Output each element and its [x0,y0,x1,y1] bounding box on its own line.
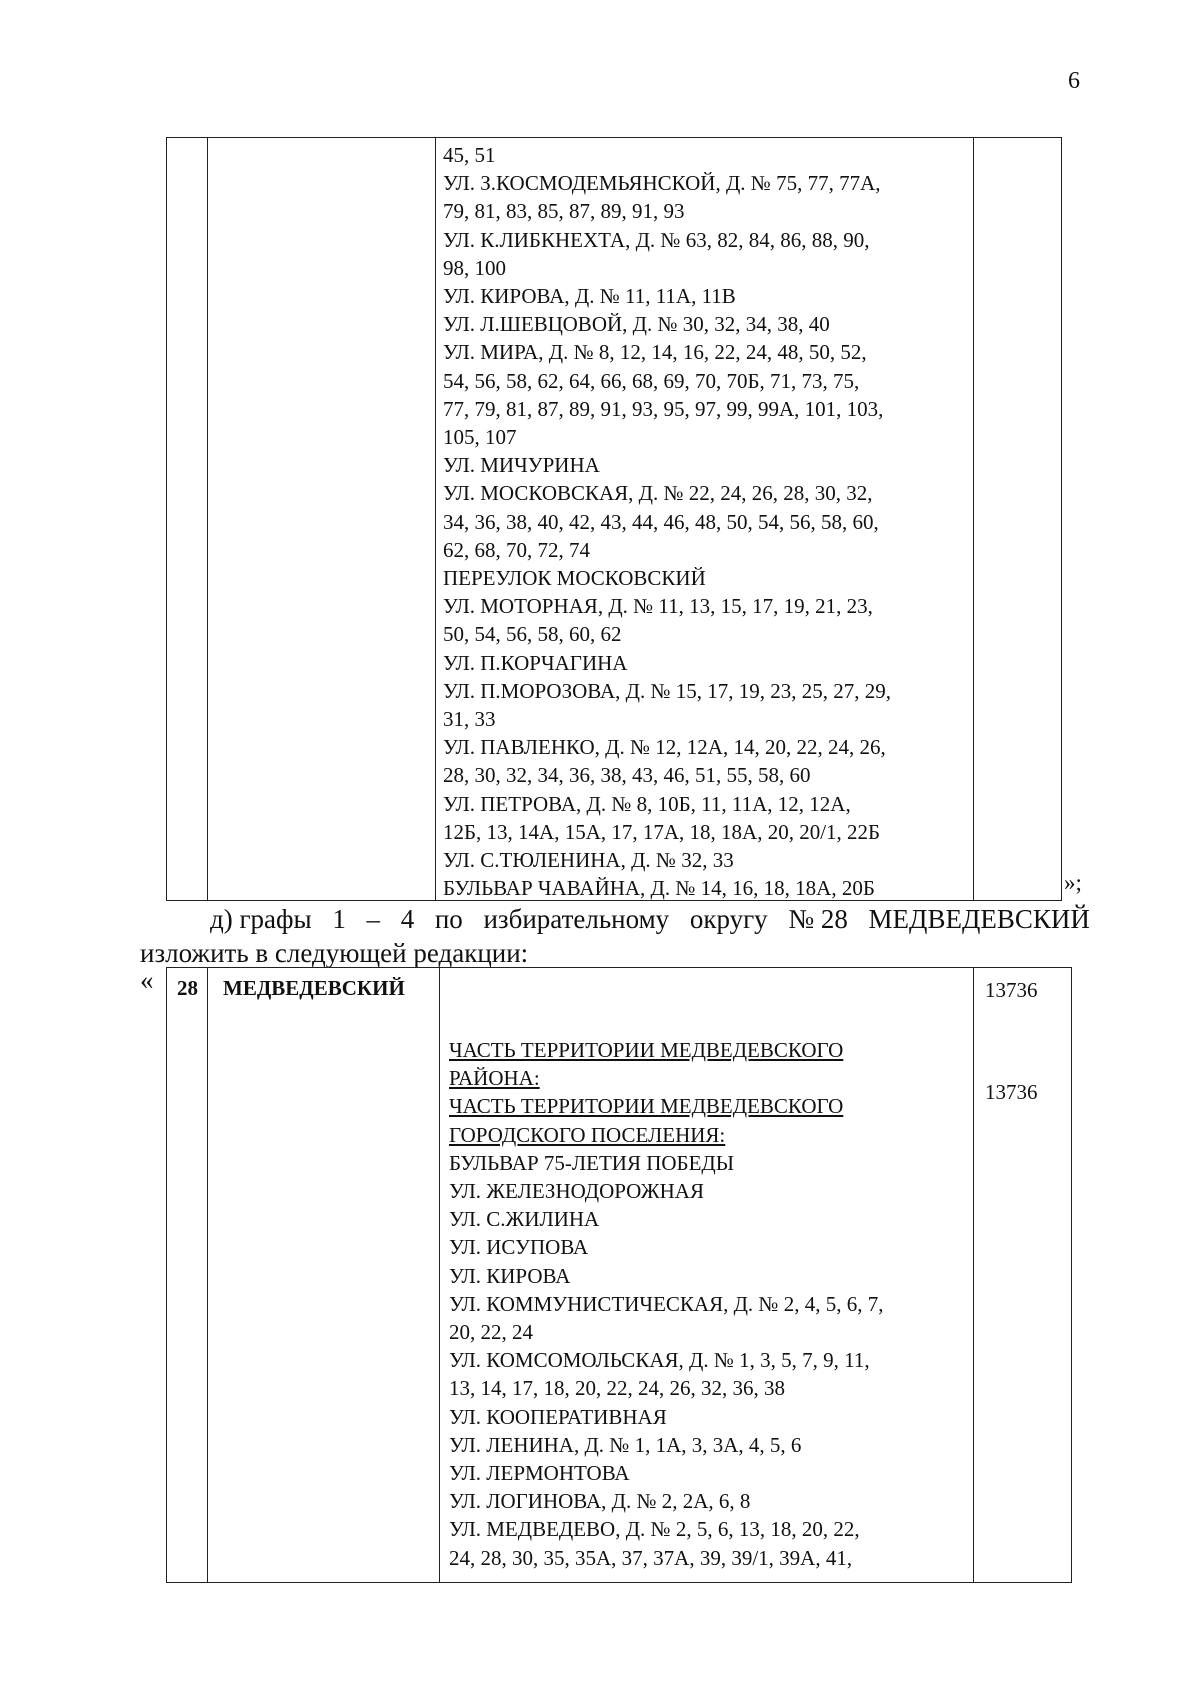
voters-total: 13736 [985,978,1038,1002]
paragraph-word: по [434,904,463,934]
column-divider [973,968,974,1582]
street-line: УЛ. С.ЖИЛИНА [449,1207,600,1232]
street-line: УЛ. МИЧУРИНА [443,453,600,478]
street-line: 105, 107 [443,425,517,450]
street-line: 28, 30, 32, 34, 36, 38, 43, 46, 51, 55, 58, 60 [443,763,811,788]
street-line: БУЛЬВАР 75-ЛЕТИЯ ПОБЕДЫ [449,1150,735,1175]
street-line: УЛ. ПАВЛЕНКО, Д. № 12, 12А, 14, 20, 22, 24, 26, [443,735,886,760]
street-line: УЛ. П.КОРЧАГИНА [443,650,628,675]
street-line: УЛ. ИСУПОВА [449,1235,589,1260]
territory-heading-line: РАЙОНА: [449,1066,540,1091]
district-name: МЕДВЕДЕВСКИЙ [223,976,405,1000]
street-line: 31, 33 [443,707,496,732]
street-line: УЛ. ЛЕНИНА, Д. № 1, 1А, 3, 3А, 4, 5, 6 [449,1432,802,1457]
opening-quote: « [140,965,154,995]
street-line: 50, 54, 56, 58, 60, 62 [443,622,622,647]
paragraph-word: – [366,904,381,934]
street-list [443,141,983,902]
closing-quote: »; [1064,870,1082,895]
street-line: УЛ. КИРОВА [449,1263,571,1288]
paragraph-word: МЕДВЕДЕВСКИЙ [868,904,1090,934]
district-table-continuation [166,137,1062,901]
paragraph-word: избирательному [483,904,670,934]
street-line: УЛ. МИРА, Д. № 8, 12, 14, 16, 22, 24, 48, 50, 52, [443,340,867,365]
street-line: УЛ. ПЕТРОВА, Д. № 8, 10Б, 11, 11А, 12, 12А, [443,791,851,816]
territory-heading-line: ЧАСТЬ ТЕРРИТОРИИ МЕДВЕДЕВСКОГО [449,1038,844,1062]
amendment-paragraph-line-1 [210,902,1090,936]
street-line: 77, 79, 81, 87, 89, 91, 93, 95, 97, 99, 99А, 101, 103, [443,396,884,421]
street-line: 79, 81, 83, 85, 87, 89, 91, 93 [443,199,685,224]
page-number: 6 [1068,68,1080,94]
street-line: УЛ. КОМСОМОЛЬСКАЯ, Д. № 1, 3, 5, 7, 9, 11, [449,1348,870,1373]
street-line: УЛ. К.ЛИБКНЕХТА, Д. № 63, 82, 84, 86, 88, 90, [443,227,870,252]
street-line: УЛ. ЛОГИНОВА, Д. № 2, 2А, 6, 8 [449,1489,751,1514]
street-line: УЛ. З.КОСМОДЕМЬЯНСКОЙ, Д. № 75, 77, 77А, [443,171,881,196]
district-number: 28 [177,976,198,1000]
territory-list [449,1036,969,1572]
paragraph-word: округу [689,904,768,934]
street-line: 20, 22, 24 [449,1320,533,1345]
column-divider [207,968,208,1582]
street-line: 13, 14, 17, 18, 20, 22, 24, 26, 32, 36, 38 [449,1376,785,1401]
street-line: УЛ. КООПЕРАТИВНАЯ [449,1404,667,1429]
street-line: 34, 36, 38, 40, 42, 43, 44, 46, 48, 50, 54, 56, 58, 60, [443,509,879,534]
street-line: 98, 100 [443,255,506,280]
district-28-table [166,967,1072,1583]
street-line: УЛ. КИРОВА, Д. № 11, 11А, 11В [443,284,736,309]
column-divider [439,968,440,1582]
territory-heading-line: ЧАСТЬ ТЕРРИТОРИИ МЕДВЕДЕВСКОГО [449,1094,844,1119]
column-divider [435,138,436,900]
street-line: УЛ. С.ТЮЛЕНИНА, Д. № 32, 33 [443,848,734,873]
paragraph-word: 1 [332,904,346,934]
street-line: УЛ. МОСКОВСКАЯ, Д. № 22, 24, 26, 28, 30, 32, [443,481,873,506]
street-line: УЛ. МОТОРНАЯ, Д. № 11, 13, 15, 17, 19, 21, 23, [443,594,873,619]
paragraph-word: д) графы [210,904,312,934]
street-line: БУЛЬВАР ЧАВАЙНА, Д. № 14, 16, 18, 18А, 20Б [443,876,875,901]
column-divider [207,138,208,900]
street-line: УЛ. ЛЕРМОНТОВА [449,1461,630,1486]
amendment-paragraph-line-2: изложить в следующей редакции: [140,938,529,968]
paragraph-word: № 28 [788,904,848,934]
street-line: УЛ. Л.ШЕВЦОВОЙ, Д. № 30, 32, 34, 38, 40 [443,312,830,337]
street-line: ПЕРЕУЛОК МОСКОВСКИЙ [443,566,706,591]
street-line: 54, 56, 58, 62, 64, 66, 68, 69, 70, 70Б, 71, 73, 75, [443,368,860,393]
street-line: УЛ. ЖЕЛЕЗНОДОРОЖНАЯ [449,1179,704,1204]
voters-part: 13736 [985,1080,1038,1104]
street-line: УЛ. П.МОРОЗОВА, Д. № 15, 17, 19, 23, 25, 27, 29, [443,678,891,703]
street-line: 12Б, 13, 14А, 15А, 17, 17А, 18, 18А, 20, 20/1, 22Б [443,819,881,844]
street-line: 62, 68, 70, 72, 74 [443,537,590,562]
street-line: УЛ. МЕДВЕДЕВО, Д. № 2, 5, 6, 13, 18, 20, 22, [449,1517,860,1542]
street-line: УЛ. КОММУНИСТИЧЕСКАЯ, Д. № 2, 4, 5, 6, 7, [449,1291,884,1316]
street-line: 45, 51 [443,143,496,167]
paragraph-word: 4 [400,904,415,934]
street-line: 24, 28, 30, 35, 35А, 37, 37А, 39, 39/1, 39А, 41, [449,1545,853,1570]
territory-heading-line: ГОРОДСКОГО ПОСЕЛЕНИЯ: [449,1122,726,1147]
